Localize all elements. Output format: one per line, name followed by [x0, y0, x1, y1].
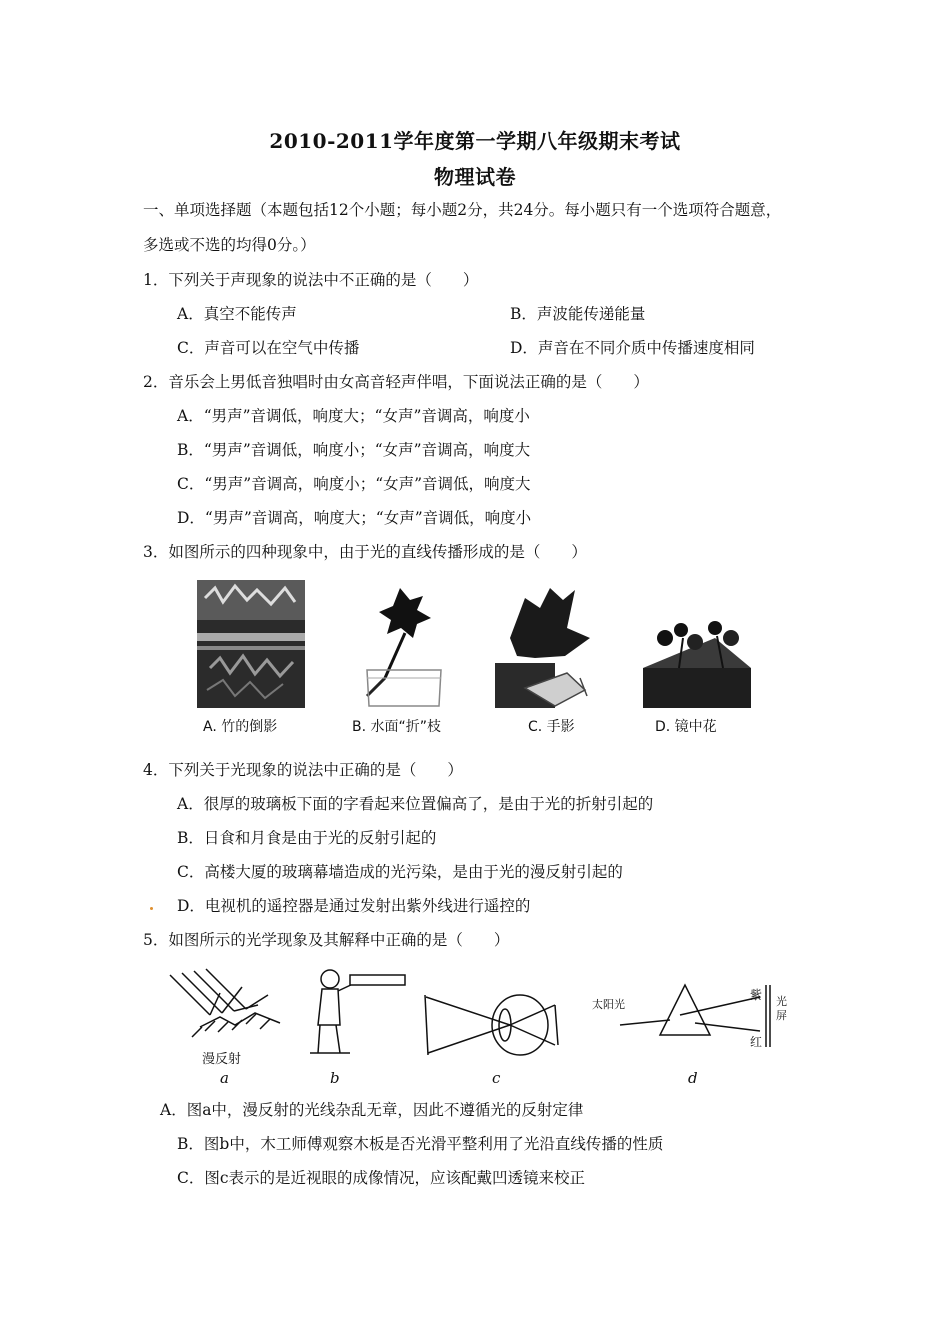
fig-letter-b: b: [330, 1069, 340, 1087]
fig-letter-c: c: [492, 1069, 501, 1087]
flower-in-mirror-photo: [643, 580, 751, 708]
q3-caption-a: A. 竹的倒影: [203, 719, 278, 735]
q2-option-a: A．“男声”音调低，响度大；“女声”音调高，响度小: [177, 407, 530, 425]
red-label: 红: [750, 1035, 763, 1049]
sun-light-label: 太阳光: [592, 998, 625, 1011]
q1-option-c: C．声音可以在空气中传播: [177, 339, 360, 357]
q5-option-c: C．图c表示的是近视眼的成像情况，应该配戴凹透镜来校正: [177, 1169, 586, 1187]
q3-stem: 3．如图所示的四种现象中，由于光的直线传播形成的是（ ）: [143, 543, 587, 561]
eye-imaging-diagram: [425, 995, 558, 1055]
q2-stem: 2．音乐会上男低音独唱时由女高音轻声伴唱，下面说法正确的是（ ）: [143, 373, 649, 391]
q5-option-a: A．图a中，漫反射的光线杂乱无章，因此不遵循光的反射定律: [160, 1101, 584, 1119]
section-intro-line-1: 一、单项选择题（本题包括12个小题；每小题2分，共24分。每小题只有一个选项符合题意，: [143, 201, 782, 219]
q4-option-c: C．高楼大厦的玻璃幕墙造成的光污染，是由于光的漫反射引起的: [177, 863, 623, 881]
q2-option-c: C．“男声”音调高，响度小；“女声”音调低，响度大: [177, 475, 531, 493]
hand-shadow-photo: [493, 580, 603, 708]
q5-figure: [160, 965, 800, 1090]
q4-option-a: A．很厚的玻璃板下面的字看起来位置偏高了，是由于光的折射引起的: [177, 795, 654, 813]
violet-label: 紫: [750, 988, 763, 1002]
q5-stem: 5．如图所示的光学现象及其解释中正确的是（ ）: [143, 931, 510, 949]
bamboo-reflection-photo: [197, 580, 305, 708]
q4-stem: 4．下列关于光现象的说法中正确的是（ ）: [143, 761, 463, 779]
q2-option-d: D．“男声”音调高，响度大；“女声”音调低，响度小: [177, 509, 532, 527]
exam-subtitle: 物理试卷: [434, 165, 516, 189]
q4-option-d: D．电视机的遥控器是通过发射出紫外线进行遥控的: [177, 897, 531, 915]
q1-option-a: A．真空不能传声: [177, 305, 297, 323]
carpenter-sighting-diagram: [310, 970, 405, 1053]
fig-a-label: 漫反射: [202, 1052, 242, 1067]
q1-option-d: D．声音在不同介质中传播速度相同: [510, 339, 755, 357]
q4-option-b: B．日食和月食是由于光的反射引起的: [177, 829, 437, 847]
diffuse-reflection-diagram: [170, 969, 280, 1037]
q5-option-b: B．图b中，木工师傅观察木板是否光滑平整利用了光沿直线传播的性质: [177, 1135, 664, 1153]
q3-caption-c: C. 手影: [528, 719, 575, 735]
fig-letter-a: a: [220, 1069, 229, 1087]
section-intro-line-2: 多选或不选的均得0分。）: [143, 236, 316, 254]
screen-label: 光屏: [776, 995, 787, 1022]
q3-caption-d: D. 镜中花: [655, 719, 717, 735]
q3-caption-b: B. 水面“折”枝: [352, 719, 442, 735]
q1-option-b: B．声波能传递能量: [510, 305, 646, 323]
q2-option-b: B．“男声”音调低，响度小；“女声”音调高，响度大: [177, 441, 531, 459]
stray-mark: [150, 907, 153, 910]
fig-letter-d: d: [688, 1069, 698, 1087]
q1-stem: 1．下列关于声现象的说法中不正确的是（ ）: [143, 271, 479, 289]
refracted-branch-photo: [343, 580, 451, 708]
exam-title: 2010-2011学年度第一学期八年级期末考试: [269, 129, 681, 153]
prism-dispersion-diagram: [620, 985, 770, 1047]
